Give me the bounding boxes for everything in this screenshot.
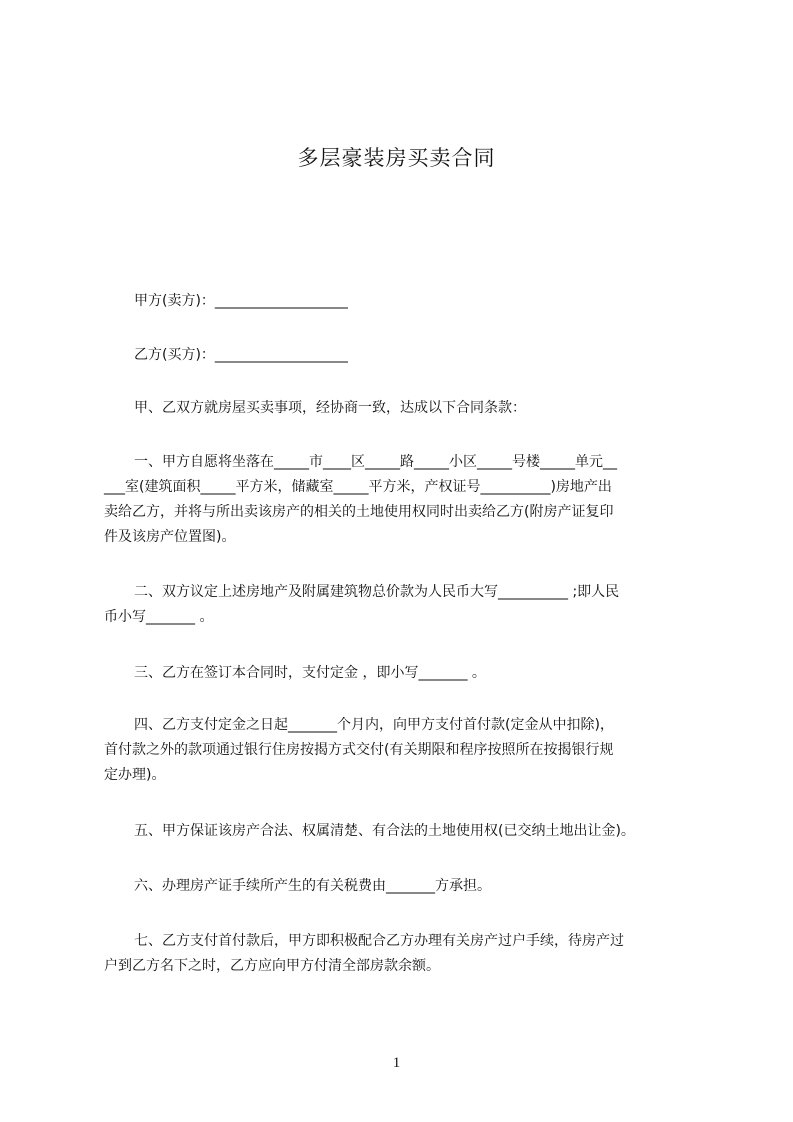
clause-7-line-1: 七、乙方支付首付款后，甲方即积极配合乙方办理有关房产过户手续，待房产过 <box>134 933 624 949</box>
clause-6: 六、办理房产证手续所产生的有关税费由_______方承担。 <box>134 878 491 894</box>
clause-4-line-1: 四、乙方支付定金之日起_______个月内，向甲方支付首付款(定金从中扣除)， <box>134 717 614 733</box>
clause-1-line-4: 件及该房产位置图)。 <box>104 529 236 545</box>
clause-7-line-2: 户到乙方名下之时，乙方应向甲方付清全部房款余额。 <box>104 958 440 974</box>
page-number: 1 <box>392 1055 401 1071</box>
clause-3: 三、乙方在签订本合同时，支付定金 ，即小写_______ 。 <box>134 665 486 681</box>
clause-7 <box>104 929 704 979</box>
party-b-line: 乙方(买方)：___________________ <box>134 347 348 363</box>
clause-1-line-2: ___室(建筑面积_____平方米，储藏室_____平方米，产权证号__________)房地产出 <box>104 479 612 495</box>
intro-paragraph: 甲、乙双方就房屋买卖事项，经协商一致，达成以下合同条款： <box>134 400 526 416</box>
clause-1 <box>104 450 704 550</box>
document-title: 多层豪装房买卖合同 <box>297 146 496 170</box>
clause-5: 五、甲方保证该房产合法、权属清楚、有合法的土地使用权(已交纳土地出让金)。 <box>134 823 635 839</box>
clause-4-line-2: 首付款之外的款项通过银行住房按揭方式交付(有关期限和程序按照所在按揭银行规 <box>104 742 614 758</box>
clause-1-line-3: 卖给乙方，并将与所出卖该房产的相关的土地使用权同时出卖给乙方(附房产证复印 <box>104 504 614 520</box>
clause-2 <box>104 580 704 630</box>
clause-4 <box>104 713 704 788</box>
clause-2-line-2: 币小写_______ 。 <box>104 609 214 625</box>
clause-4-line-3: 定办理)。 <box>104 767 166 783</box>
clause-1-line-1: 一、甲方自愿将坐落在_____市____区_____路_____小区_____号楼_____单元__ <box>134 454 617 470</box>
clause-2-line-1: 二、双方议定上述房地产及附属建筑物总价款为人民币大写__________ ;即人民 <box>134 584 620 600</box>
party-a-line: 甲方(卖方)：___________________ <box>134 293 348 309</box>
